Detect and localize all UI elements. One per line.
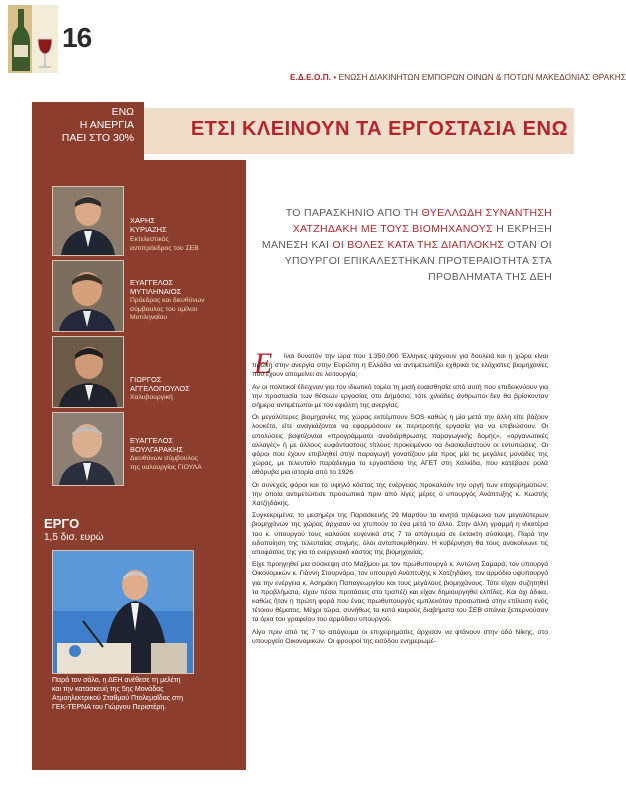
article-body [252, 352, 548, 649]
kicker-text [40, 106, 134, 145]
wine-bottle-logo [8, 5, 58, 73]
person-name-2 [130, 278, 240, 296]
person-name-3 [130, 375, 240, 393]
role-line: Εκτελεστικός [130, 236, 169, 243]
person-last-name: ΜΥΤΙΛΗΝΑΙΟΣ [130, 287, 182, 296]
person-first-name: ΧΑΡΗΣ [130, 216, 156, 225]
person-role-1 [130, 236, 240, 253]
role-line: Μυτιληναίου [130, 314, 168, 322]
role-line: αντιπρόεδρος του ΣΕΒ [130, 244, 199, 252]
person-name-1 [130, 216, 240, 234]
caption-line: ΓΕΚ-ΤΕΡΝΑ του Γιώργου Περιστέρη. [52, 704, 167, 711]
body-paragraph-1: ίναι δυνατόν την ώρα που 1.350.000 Έλληνες ψάχνουν για δουλειά και η χώρα είναι πρώτη στην ανεργία στην Ευρώπη η Ελλάδα να αντιμετωπίζει εχθρικά τις ελάχιστες βιομηχανίες που έχουν απομείνει σε λειτουργία; [252, 353, 548, 379]
body-paragraph-4: Οι συνεχείς φόροι και το υψηλό κόστος της ενέργειας προκαλούν την οργή των επιχειρηματιών, την οποία αντιμετώπισε προσωπικά πριν από λίγες μέρες ο υπουργός Ανάπτυξης κ. Κωστής Χατζηδάκης. [252, 481, 548, 508]
person-first-name: ΓΙΩΡΓΟΣ [130, 375, 162, 384]
person-last-name: ΑΓΓΕΛΟΠΟΥΛΟΣ [130, 384, 190, 393]
body-paragraph-2: Αν οι πολιτικοί έδειχναν για τον ιδιωτικό τομέα τη μισή ευαισθησία από αυτή που επιδεικνύουν για την προστασία των θέσεων εργασίας στο Δημόσιο, τότε χιλιάδες άνθρωποι δεν θα βρίσκονταν σήμερα αντιμέτωποι με τον εφιάλτη της ανεργίας. [252, 383, 548, 410]
role-line: Πρόεδρος και διευθύνων [130, 297, 205, 304]
person-last-name: ΒΟΥΛΓΑΡΑΚΗΣ [130, 445, 183, 454]
person-name-4 [130, 436, 240, 454]
separator-dot: • [333, 72, 337, 82]
caption-line: και την κατασκευή της 5ης Μονάδας [52, 686, 164, 693]
ergo-photo [52, 550, 194, 674]
page-number: 16 [62, 22, 92, 53]
publisher-brand: Ε.Δ.Ε.Ο.Π. [290, 72, 332, 82]
lead-paragraph [252, 205, 552, 285]
body-paragraph-5: Συγκεκριμένα, το μεσημέρι της Παρασκευής 29 Μαρτίου τα κινητά τηλέφωνα των μεγαλύτερων βιομηχάνων της χώρας άρχισαν να χτυπούν το ένα μετά το άλλο. Στην άλλη γραμμή η ιδιαιτέρα του κ. υπουργού τους καλούσε ευγενικά στις 7 το απόγευμα σε έκτακτη σύσκεψη. Παρά την ειδοποίηση της τελευταίας στιγμής, όλοι ανταποκρίθηκαν. Η κυβέρνηση θα τους ανακοίνωνε τις αποφάσεις της για το ενεργειακό κόστος της βιομηχανίας. [252, 512, 548, 557]
portrait-photo-angelopoulos [52, 336, 124, 408]
kicker-line-3: ΠΑΕΙ ΣΤΟ 30% [61, 132, 134, 144]
lead-highlight-1: ΘΥΕΛΛΩΔΗ ΣΥΝΑΝΤΗΣΗ ΧΑΤΖΗΔΑΚΗ ΜΕ ΤΟΥΣ ΒΙΟΜΗΧΑΝΟΥΣ [292, 207, 552, 235]
lead-part-3: Η ΕΚΡΗΞΗ ΜΑΝΕΣΗ ΚΑΙ [261, 223, 552, 251]
person-first-name: ΕΥΑΓΓΕΛΟΣ [130, 436, 174, 445]
person-role-3 [130, 394, 240, 403]
person-role-4 [130, 455, 240, 472]
lead-part-1: ΤΟ ΠΑΡΑΣΚΗΝΙΟ ΑΠΟ ΤΗ [285, 207, 422, 219]
role-line: σύμβουλος του ομίλου [130, 305, 198, 313]
caption-line: Παρά τον σάλο, η ΔΕΗ ανέθεσε τη μελέτη [52, 677, 181, 684]
ergo-title: ΕΡΓΟ [44, 516, 80, 531]
role-line: Διευθύνων σύμβουλος [130, 455, 198, 462]
article-headline: ΕΤΣΙ ΚΛΕΙΝΟΥΝ ΤΑ ΕΡΓΟΣΤΑΣΙΑ ΕΝΩ [190, 118, 568, 140]
kicker-line-2: Η ΑΝΕΡΓΙΑ [79, 119, 134, 131]
caption-line: Ατμοηλεκτρικού Σταθμού Πτολεμαΐδας στη [52, 695, 184, 702]
portrait-photo-mytilinaios [52, 260, 124, 332]
role-line: της υαλουργίας ΓΙΟΥΛΑ [130, 463, 202, 471]
body-paragraph-3: Οι μεγαλύτερες βιομηχανίες της χώρας εκπέμπουν SOS καθώς η μία μετά την άλλη είτε βάζουν λουκέτο, είτε αναγκάζονται να εφαρμόσουν εκ περιτροπής εργασία για να επιβιώσουν. Οι απολύσεις βαφτίζονται «προγράμματα αναδιάρθρωσης παραγωγικής δομής», «οργανωτικές αλλαγές» ή με άλλους ευφάνταστους τίτλους προκειμένου να διασκεδαστούν οι εντυπώσεις. Οι φόροι που έχουν επιβληθεί στην παραγωγή γονατίζουν μία προς μία τις μεγάλες μονάδες της χώρας, με τελευταίο παράδειγμα το εργοστάσιο της ΑΓΕΤ στη Χαλκίδα, που κατέβασε ρολά αθόρυβα μια ιστορία από το 1926. [252, 414, 548, 477]
ergo-subtitle: 1,5 δισ. ευρώ [44, 532, 104, 543]
publisher-line [290, 72, 626, 82]
kicker-line-1: ΕΝΩ [111, 106, 134, 118]
person-role-2 [130, 297, 240, 323]
publisher-name: ΕΝΩΣΗ ΔΙΑΚΙΝΗΤΩΝ ΕΜΠΟΡΩΝ ΟΙΝΩΝ & ΠΟΤΩΝ ΜΑΚΕΔΟΝΙΑΣ ΘΡΑΚΗΣ [338, 72, 626, 82]
body-paragraph-6: Είχε προηγηθεί μια σύσκεψη στο Μαξίμου με τον πρωθυπουργό κ. Αντώνη Σαμαρά, τον υπουργό Οικονομικών κ. Γιάννη Στουρνάρα, τον υπουργό Ανάπτυξης κ Χατζηδάκη, τον αρμόδιο υφυπουργό για την ενέργεια κ. Ασημάκη Παπαγεωργίου και τους μεγάλους βιομηχάνους. Τότε είχαν συζητηθεί τα προβλήματα, είχαν πέσει προτάσεις στο τραπέζι και είχαν δημιουργηθεί ελπίδες. Και όχι άδικα, καθώς ήταν η πρώτη φορά που ένας πρωθυπουργός εμπλεκόταν προσωπικά στην επίλυση ενός τέτοιου θέματος. Μέχρι τώρα, συνήθως τα κατά καιρούς διαβήματα του ΣΕΒ σπάνια ξεπερνούσαν τα όρια του γραφείου του αρμόδιου υπουργού. [252, 561, 548, 624]
body-paragraph-7: Λίγο πριν από τις 7 το απόγευμα οι επιχειρηματίες άρχισαν να φτάνουν στην οδό Νίκης, στο υπουργείο Οικονομικών. Οι φρουροί της εισόδου ενημερωμέ- [252, 628, 548, 645]
role-line: Χαλυβουργική [130, 394, 173, 401]
portrait-photo-voulgarakis [52, 412, 124, 486]
lead-highlight-2: ΟΙ ΒΟΛΕΣ ΚΑΤΑ ΤΗΣ ΔΙΑΠΛΟΚΗΣ [332, 239, 505, 251]
person-last-name: ΚΥΡΙΑΖΗΣ [130, 225, 167, 234]
portrait-photo-kyriazis [52, 186, 124, 256]
drop-cap: Ε [254, 347, 273, 380]
lead-part-5: ΟΤΑΝ ΟΙ ΥΠΟΥΡΓΟΙ ΕΠΙΚΑΛΕΣΤΗΚΑΝ ΠΡΟΤΕΡΑΙΟΤΗΤΑ ΣΤΑ ΠΡΟΒΛΗΜΑΤΑ ΤΗΣ ΔΕΗ [284, 239, 552, 283]
ergo-caption [52, 676, 237, 712]
person-first-name: ΕΥΑΓΓΕΛΟΣ [130, 278, 174, 287]
